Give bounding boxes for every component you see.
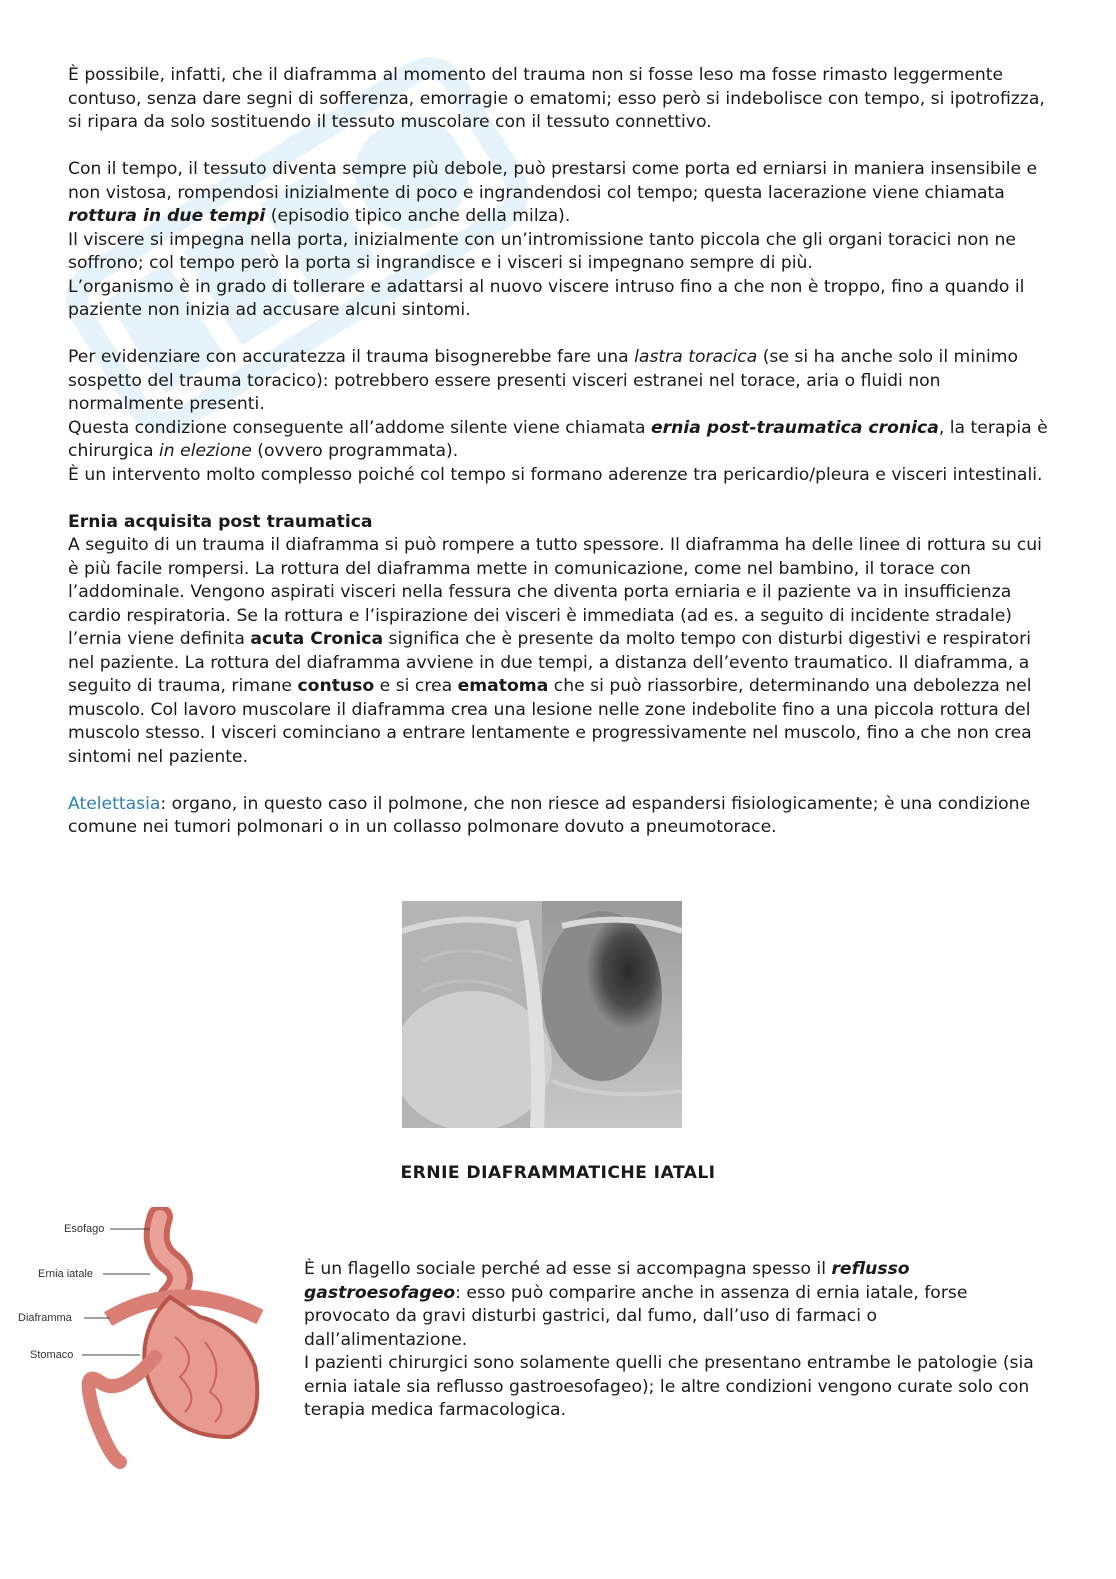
paragraph: I pazienti chirurgici sono solamente quelli che presentano entrambe le patologie (sia ernia iatale sia reflusso gastroesofageo); le altre condizioni vengono curate solo con terapia medica farmacologica. (304, 1353, 1034, 1420)
label-ernia-iatale: Ernia iatale (38, 1268, 94, 1280)
paragraph: Il viscere si impegna nella porta, inizialmente con un’intromissione tanto piccola che gli organi toracici non ne soffrono; col tempo però la porta si ingrandisce e i visceri si impegnano sempre di più. (68, 229, 1016, 273)
label-diaframma: Diaframma (18, 1312, 72, 1324)
paragraph: Con il tempo, il tessuto diventa sempre più debole, può prestarsi come porta ed erniarsi in maniera insensibile e non vistosa, rompendosi inizialmente di poco e ingrandendosi col tempo; questa lacerazione viene chiamata rottura in due tempi (episodio tipico anche della milza). (68, 159, 1038, 226)
paragraph: È possibile, infatti, che il diaframma al momento del trauma non si fosse leso ma fosse rimasto leggermente contuso, senza dare segni di sofferenza, emorragie o ematomi; esso però si indebolisce con tempo, si ipotrofizza, si ripara da solo sostituendo il tessuto muscolare con il tessuto connettivo. (68, 65, 1045, 132)
document-body (68, 64, 1053, 840)
paragraph: Atelettasia: organo, in questo caso il polmone, che non riesce ad espandersi fisiologicamente; è una condizione comune nei tumori polmonari o in un collasso polmonare dovuto a pneumotorace. (68, 793, 1031, 837)
stomach-diagram (0, 1207, 285, 1477)
atelettasia-link[interactable]: Atelettasia (68, 793, 161, 814)
section-heading: Ernia acquisita post traumatica (68, 511, 373, 532)
chest-xray-image (402, 901, 682, 1128)
paragraph: L’organismo è in grado di tollerare e adattarsi al nuovo viscere intruso fino a che non è troppo, fino a quando il paziente non inizia ad accusare alcuni sintomi. (68, 276, 1025, 320)
label-stomaco: Stomaco (30, 1349, 74, 1361)
paragraph: Questa condizione conseguente all’addome silente viene chiamata ernia post-traumatica cronica, la terapia è chirurgica in elezione (ovvero programmata). (68, 417, 1048, 461)
stomach-illustration (0, 1207, 285, 1477)
section-title: ERNIE DIAFRAMMATICHE IATALI (400, 1163, 716, 1183)
hiatal-hernia-text (304, 1258, 1044, 1423)
paragraph: Per evidenziare con accuratezza il trauma bisognerebbe fare una lastra toracica (se si ha anche solo il minimo sospetto del trauma toracico): potrebbero essere presenti visceri estranei nel torace, aria o fluidi non normalmente presenti. (68, 347, 1018, 414)
paragraph: È un flagello sociale perché ad esse si accompagna spesso il reflusso gastroesofageo: esso può comparire anche in assenza di ernia iatale, forse provocato da gravi disturbi gastrici, dal fumo, dall’uso di farmaci o dall’alimentazione. (304, 1259, 968, 1350)
label-esofago: Esofago (64, 1223, 105, 1235)
paragraph: È un intervento molto complesso poiché col tempo si formano aderenze tra pericardio/pleura e visceri intestinali. (68, 464, 1043, 485)
paragraph: A seguito di un trauma il diaframma si può rompere a tutto spessore. Il diaframma ha delle linee di rottura su cui è più facile rompersi. La rottura del diaframma mette in comunicazione, come nel bambino, il torace con l’addominale. Vengono aspirati visceri nella fessura che diventa porta erniaria e il paziente va in insufficienza cardio respiratoria. Se la rottura e l’ispirazione dei visceri è immediata (ad es. a seguito di incidente stradale) l’ernia viene definita acuta Cronica significa che è presente da molto tempo con disturbi digestivi e respiratori nel paziente. La rottura del diaframma avviene in due tempi, a distanza dell’evento traumatico. Il diaframma, a seguito di trauma, rimane contuso e si crea ematoma che si può riassorbire, determinando una debolezza nel muscolo. Col lavoro muscolare il diaframma crea una lesione nelle zone indebolite fino a una piccola rottura del muscolo stesso. I visceri cominciano a entrare lentamente e progressivamente nel muscolo, fino a che non crea sintomi nel paziente. (68, 535, 1042, 767)
